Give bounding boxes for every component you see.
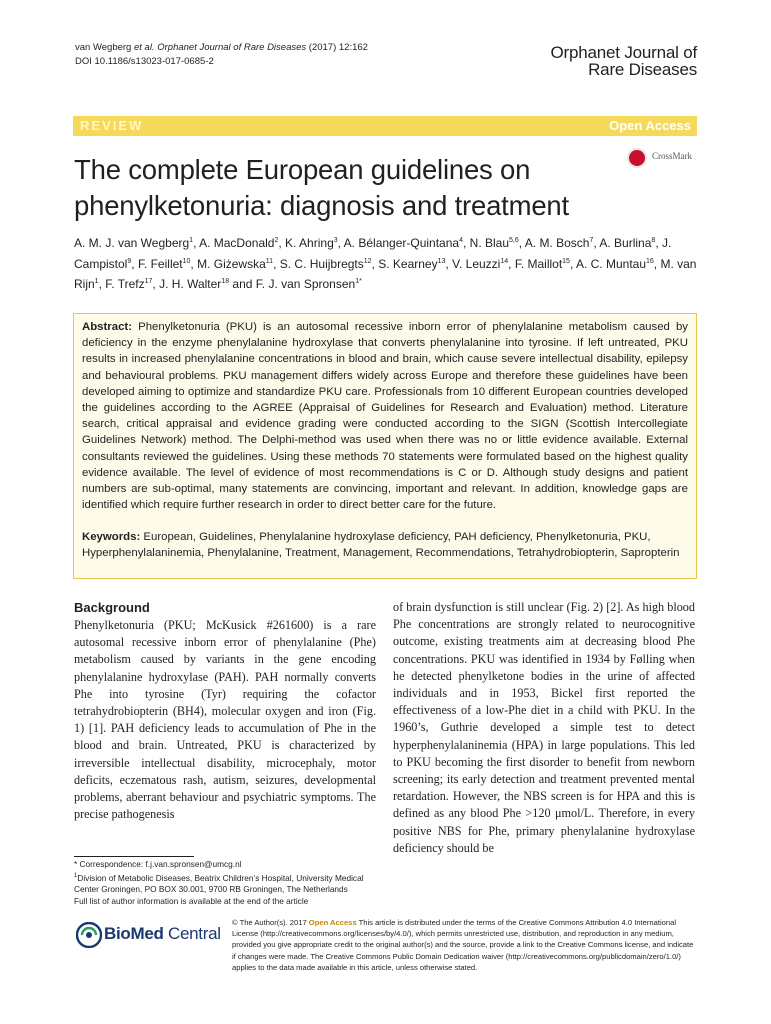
author (576, 257, 654, 271)
author (452, 257, 508, 271)
citation-line (75, 41, 368, 55)
author-name: S. C. Huijbregts (279, 256, 364, 271)
author (378, 257, 445, 271)
body-text-col-1: Phenylketonuria (PKU; McKusick #261600) is a rare autosomal recessive inborn error of phenylalanine (Phe) metabolism caused by variants in the gene encoding phenylalanine hydroxylase (PAH). PAH normally converts Phe into tyrosine (Tyr) requiring the cofactor tetrahydrobiopterin (BH4), molecular oxygen and iron (Fig. 1) [1]. PAH deficiency leads to accumulation of Phe in the blood and brain. Untreated, PKU is characterized by irreversible intellectual disability, microcephaly, motor deficits, eczematous rash, autism, seizures, developmental problems, aberrant behaviour and psychiatric symptoms. The precise pathogenesis (74, 618, 376, 822)
body-column-1 (74, 599, 376, 823)
author-name: F. Trefz (105, 277, 145, 291)
license-prefix: © The Author(s). 2017 (232, 918, 309, 927)
author-name: F. J. van Spronsen (255, 277, 356, 291)
author-name: A. C. Muntau (575, 256, 646, 271)
author-name: K. Ahring (285, 236, 334, 250)
author-affiliation: 1 (94, 278, 99, 285)
author-affiliation: 14 (500, 257, 509, 265)
affiliation-text: Division of Metabolic Diseases, Beatrix Children’s Hospital, University Medical Center Groningen, PO BOX 30.001, 9700 RB Groningen, The Netherlands (74, 872, 364, 894)
author-name: M. Giżewska (197, 256, 266, 271)
biomed-central-logo-icon (76, 922, 102, 948)
author (256, 277, 362, 291)
footnote-divider (74, 856, 194, 857)
author (599, 236, 655, 250)
footnotes (74, 859, 374, 907)
author-affiliation: 5,6 (509, 237, 519, 244)
publisher-name (104, 924, 221, 944)
article-type-label: REVIEW (80, 118, 144, 133)
author-affiliation: 7 (589, 237, 594, 244)
abstract-text: Phenylketonuria (PKU) is an autosomal recessive inborn error of phenylalanine metabolism caused by deficiency in the enzyme phenylalanine hydroxylase that converts phenylalanine into tyrosine. If left untreated, PKU results in increased phenylalanine concentrations in blood and brain, which cause severe intellectual disability, epilepsy and behavioural problems. PKU management differs widely across Europe and therefore these guidelines have been developed aiming to optimize and standardize PKU care. Professionals from 10 different European countries developed the guidelines according to the AGREE (Appraisal of Guidelines for Research and Evaluation) method. Literature search, critical appraisal and evidence grading were conducted according to the SIGN (Scottish Intercollegiate Guidelines Network) method. The Delphi-method was used when there was no or little evidence available. External consultants reviewed the guidelines. Using these methods 70 statements were formulated based on the highest quality evidence available. The level of evidence of most recommendations is C or D. Although study designs and patient numbers are sub-optimal, many statements are convincing, important and relevant. In addition, knowledge gaps are identified which require further research in order to direct better care for the future. (82, 321, 688, 512)
author-name: V. Leuzzi (452, 256, 501, 271)
license-text (232, 917, 698, 973)
doi[interactable]: DOI 10.1186/s13023-017-0685-2 (75, 56, 214, 67)
citation-header (75, 41, 368, 69)
author-affiliation: 3 (333, 237, 338, 244)
author-name: A. Burlina (599, 236, 652, 250)
abstract-label: Abstract: (82, 321, 133, 333)
license-body: This article is distributed under the terms of the Creative Commons Attribution 4.0 International License (http://creativecommons.org/licenses/by/4.0/), which permits unrestricted use, distribution, and reproduction in any medium, provided you give appropriate credit to the original author(s) and the source, provide a link to the Creative Commons license, and indicate if changes were made. The Creative Commons Public Domain Dedication waiver (http://creativecommons.org/publicdomain/zero/1.0/) applies to the data made available in this article, unless otherwise stated. (232, 918, 694, 972)
abstract (82, 319, 688, 513)
author-affiliation: 13 (437, 257, 446, 265)
author (105, 277, 152, 291)
body-text-col-2: of brain dysfunction is still unclear (Fig. 2) [2]. As high blood Phe concentrations are strongly related to neurocognitive outcome, existing treatments aim at decreasing blood Phe concentrations. PKU was identified in 1934 by Følling when he detected phenylketone bodies in the urine of affected individuals and in 1953, Bickel first reported the effectiveness of a low-Phe diet in a child with PKU. In the 1960’s, Guthrie developed a simple test to detect hyperphenylalaninemia (HPA) in large populations. This led to PKU becoming the first disorder to benefit from newborn screening; its early detection and treatment prevented mental retardation. However, the NBS screen is for HPA and this is defined as any blood Phe >120 μmol/L. Therefore, in every positive NBS for Phe, primary phenylalanine hydroxylase deficiency should be (393, 600, 695, 855)
keywords-label: Keywords: (82, 531, 141, 543)
article-title: The complete European guidelines on phenylketonuria: diagnosis and treatment (74, 154, 569, 221)
author-affiliation: 2 (274, 237, 279, 244)
author (470, 236, 519, 250)
author (515, 257, 570, 271)
author (199, 236, 278, 250)
author-name: N. Blau (469, 236, 510, 250)
journal-name (551, 44, 697, 78)
affiliation-sup: 1 (74, 872, 78, 879)
author-affiliation: 15 (562, 257, 570, 265)
license-open-access: Open Access (308, 918, 357, 927)
body-column-2 (393, 599, 695, 857)
correspondence: * Correspondence: f.j.van.spronsen@umcg.nl (74, 859, 242, 869)
author-affiliation: 18 (221, 278, 230, 285)
author-affiliation: 9 (127, 257, 132, 265)
journal-line-2: Rare Diseases (588, 60, 697, 79)
review-banner (73, 116, 697, 136)
author-name: J. H. Walter (159, 277, 222, 291)
author-affiliation: 1 (189, 237, 194, 244)
journal-line-1: Orphanet Journal of (550, 43, 697, 62)
section-heading: Background (74, 600, 150, 615)
author (159, 277, 229, 291)
author-list: A. M. J. van Wegberg$^1$, A. MacDonald$^2$, K. Ahring$^3$, A. Bélanger-Quintana$^4$, N. Blau$^{5,6}$, A. M. Bosch$^7$, A. Burlina$^8$, J. Campistol$^9$, F. Feillet$^{10}$, M. Giżewska$^{11}$, S. C. Huijbregts$^{12}$, S. Kearney$^{13}$, V. Leuzzi$^{14}$, F. Maillot$^{15}$, A. C. Muntau$^{16}$, M. van Rijn$^1$, F. Trefz$^{17}$, J. H. Walter$^{18}$ and F. J. van Spronsen$^{1*}$ (74, 236, 697, 291)
keywords-text: European, Guidelines, Phenylalanine hydroxylase deficiency, PAH deficiency, Phenylketonuria, PKU, Hyperphenylalaninemia, Phenylalanine, Treatment, Management, Recommendations, Tetrahydrobiopterin, Sapropterin (82, 531, 680, 560)
author (197, 257, 273, 271)
author-affiliation: 12 (363, 257, 372, 265)
author-name: A. M. Bosch (524, 236, 590, 250)
author-affiliation: 17 (144, 278, 153, 285)
author-affiliation: 11 (265, 257, 274, 265)
author-name: M. van Rijn (74, 256, 697, 291)
author-affiliation: 10 (182, 257, 191, 265)
author-name: F. Maillot (514, 256, 563, 271)
author-name: A. M. J. van Wegberg (74, 236, 190, 250)
open-access-label: Open Access (609, 118, 691, 133)
author-name: S. Kearney (378, 256, 438, 271)
affiliation (74, 871, 374, 896)
author-affiliation: 16 (646, 257, 654, 265)
keywords (82, 529, 688, 561)
publisher-name-rest: Central (163, 924, 221, 943)
author-name: A. Bélanger-Quintana (343, 236, 460, 250)
author (74, 236, 193, 250)
citation-authors: van Wegberg (75, 42, 134, 53)
author-name: A. MacDonald (199, 236, 275, 250)
author-affiliation: 4 (459, 237, 463, 244)
author (525, 236, 594, 250)
publisher-name-bold: BioMed (104, 924, 164, 943)
citation-year: (2017) 12:162 (308, 42, 368, 53)
citation-etal: et al. (133, 42, 155, 53)
author (280, 257, 372, 271)
author (138, 257, 190, 271)
author-name: J. Campistol (74, 236, 672, 271)
author (344, 236, 463, 250)
author-affiliation: 1* (355, 278, 362, 285)
citation-journal: Orphanet Journal of Rare Diseases (154, 42, 309, 53)
author-affiliation: 8 (651, 237, 656, 244)
author-name: F. Feillet (137, 256, 183, 271)
full-list-note: Full list of author information is available at the end of the article (74, 895, 309, 906)
crossmark-label[interactable]: CrossMark (652, 151, 692, 161)
author (285, 236, 338, 250)
